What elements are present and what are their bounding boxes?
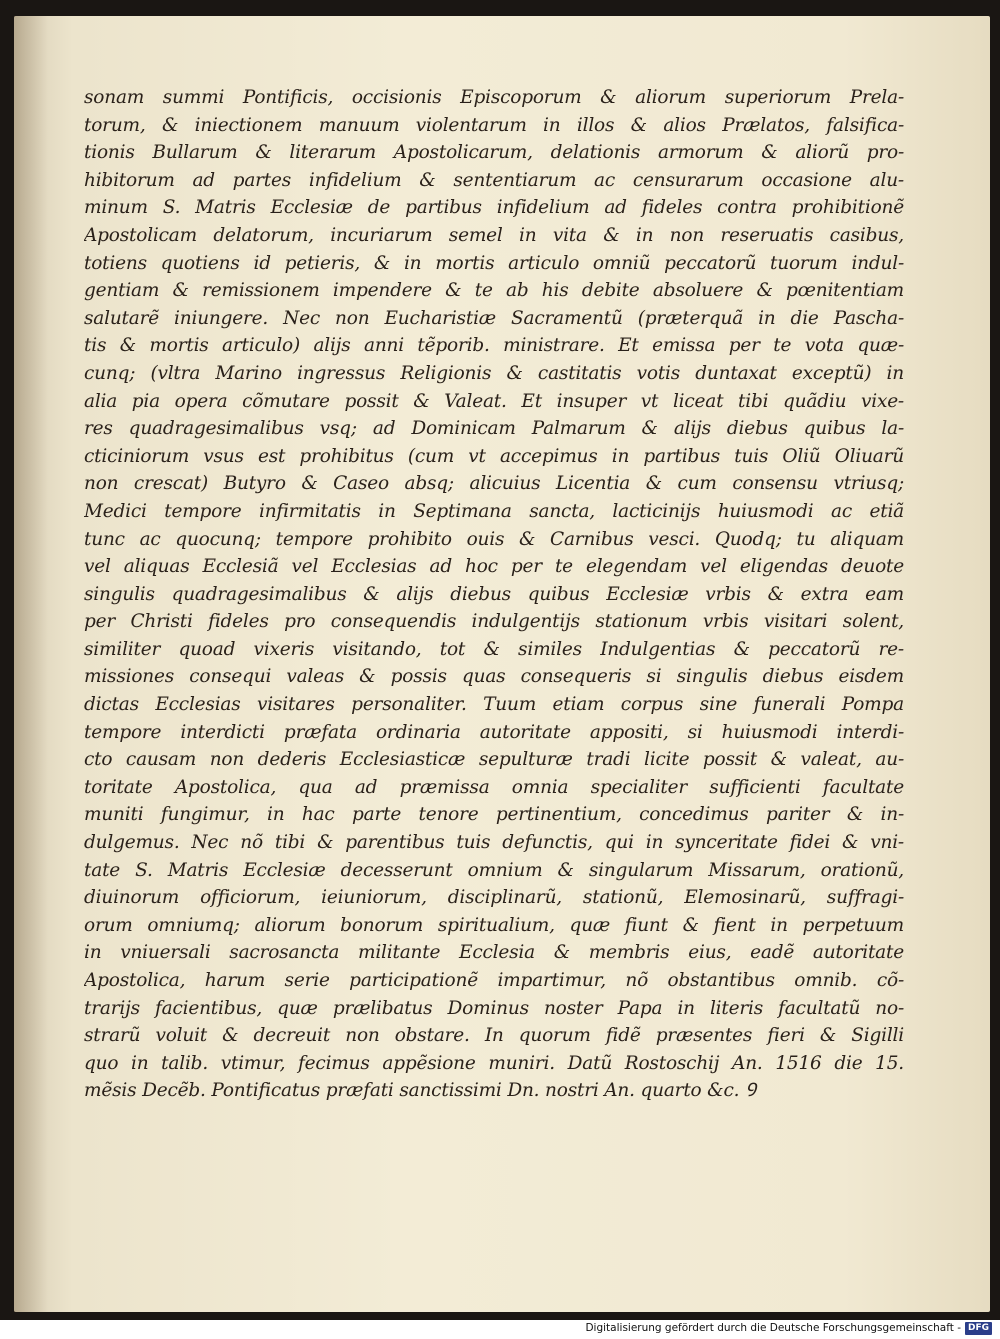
text-line: Apostolica, harum serie participationẽ impartimur, nõ obstantibus omnib. cõ-: [84, 970, 904, 991]
text-line: trarijs facientibus, quæ prælibatus Dominus noster Papa in literis facultatũ no-: [84, 997, 904, 1019]
footer-credit: Digitalisierung gefördert durch die Deutsche Forschungsgemeinschaft -: [585, 1322, 961, 1334]
text-line: non crescat) Butyro & Caseo absq; alicuius Licentia & cum consensu vtriusq;: [84, 473, 904, 495]
text-line: similiter quoad vixeris visitando, tot & similes Indulgentias & peccatorũ re-: [84, 638, 904, 660]
text-line: cticiniorum vsus est prohibitus (cum vt accepimus in partibus tuis Oliũ Oliuarũ: [84, 445, 904, 467]
text-line: cto causam non dederis Ecclesiasticæ sepulturæ tradi licite possit & valeat, au-: [84, 749, 904, 771]
text-line: singulis quadragesimalibus & alijs diebus quibus Ecclesiæ vrbis & extra eam: [84, 583, 904, 605]
text-line: tis & mortis articulo) alijs anni tẽporib. ministrare. Et emissa per te vota quæ-: [84, 335, 904, 357]
text-line: missiones consequi valeas & possis quas consequeris si singulis diebus eisdem: [84, 666, 904, 688]
text-line: in vniuersali sacrosancta militante Ecclesia & membris eius, eadẽ autoritate: [84, 942, 904, 964]
text-line: per Christi fideles pro consequendis indulgentijs stationum vrbis visitari solent,: [84, 611, 904, 633]
page-text-block: [84, 84, 904, 1105]
text-line: gentiam & remissionem impendere & te ab his debite absoluere & pœnitentiam: [84, 280, 904, 302]
text-line: dictas Ecclesias visitares personaliter. Tuum etiam corpus sine funerali Pompa: [84, 694, 904, 716]
footer: [585, 1320, 992, 1336]
text-line: res quadragesimalibus vsq; ad Dominicam Palmarum & alijs diebus quibus la-: [84, 418, 904, 440]
text-line: mẽsis Decẽb. Pontificatus præfati sanctissimi Dn. nostri An. quarto &c. Ꝯ: [84, 1080, 756, 1102]
text-line: hibitorum ad partes infidelium & sententiarum ac censurarum occasione alu-: [84, 169, 904, 191]
text-line: Apostolicam delatorum, incuriarum semel in vita & in non reseruatis casibus,: [84, 224, 904, 246]
text-line: toritate Apostolica, qua ad præmissa omnia specialiter sufficienti facultate: [84, 776, 904, 798]
text-line: alia pia opera cõmutare possit & Valeat. Et insuper vt liceat tibi quãdiu vixe-: [84, 390, 904, 412]
text-line: muniti fungimur, in hac parte tenore pertinentium, concedimus pariter & in-: [84, 804, 904, 826]
dfg-logo: DFG: [965, 1322, 992, 1335]
text-line: tate S. Matris Ecclesiæ decesserunt omnium & singularum Missarum, orationũ,: [84, 859, 904, 881]
text-line: tempore interdicti præfata ordinaria autoritate appositi, si huiusmodi interdi-: [84, 721, 904, 743]
text-line: strarũ voluit & decreuit non obstare. In quorum fidẽ præsentes fieri & Sigilli: [84, 1025, 904, 1047]
text-line: tunc ac quocunq; tempore prohibito ouis & Carnibus vesci. Quodq; tu aliquam: [84, 528, 904, 550]
text-line: torum, & iniectionem manuum violentarum in illos & alios Prælatos, falsifica-: [84, 114, 904, 136]
text-line: minum S. Matris Ecclesiæ de partibus infidelium ad fideles contra prohibitionẽ: [84, 197, 904, 219]
text-line: vel aliquas Ecclesiã vel Ecclesias ad hoc per te elegendam vel eligendas deuote: [84, 556, 904, 578]
book-page: [14, 16, 990, 1312]
text-line: tionis Bullarum & literarum Apostolicarum, delationis armorum & aliorũ pro-: [84, 142, 904, 164]
text-line: cunq; (vltra Marino ingressus Religionis & castitatis votis duntaxat exceptũ) in: [84, 362, 904, 384]
text-line: orum omniumq; aliorum bonorum spiritualium, quæ fiunt & fient in perpetuum: [84, 914, 904, 936]
text-line: totiens quotiens id petieris, & in mortis articulo omniũ peccatorũ tuorum indul-: [84, 252, 904, 274]
text-line: dulgemus. Nec nõ tibi & parentibus tuis defunctis, qui in synceritate fidei & vni-: [84, 832, 904, 854]
text-line: sonam summi Pontificis, occisionis Episcoporum & aliorum superiorum Prela-: [84, 87, 904, 108]
text-line: salutarẽ iniungere. Nec non Eucharistiæ Sacramentũ (præterquã in die Pascha-: [84, 307, 904, 329]
text-line: Medici tempore infirmitatis in Septimana sancta, lacticinijs huiusmodi ac etiã: [84, 500, 904, 522]
text-line: diuinorum officiorum, ieiuniorum, disciplinarũ, stationũ, Elemosinarũ, suffragi-: [84, 887, 904, 909]
text-line: quo in talib. vtimur, fecimus appẽsione muniri. Datũ Rostoschij An. 1516 die 15.: [84, 1052, 904, 1074]
